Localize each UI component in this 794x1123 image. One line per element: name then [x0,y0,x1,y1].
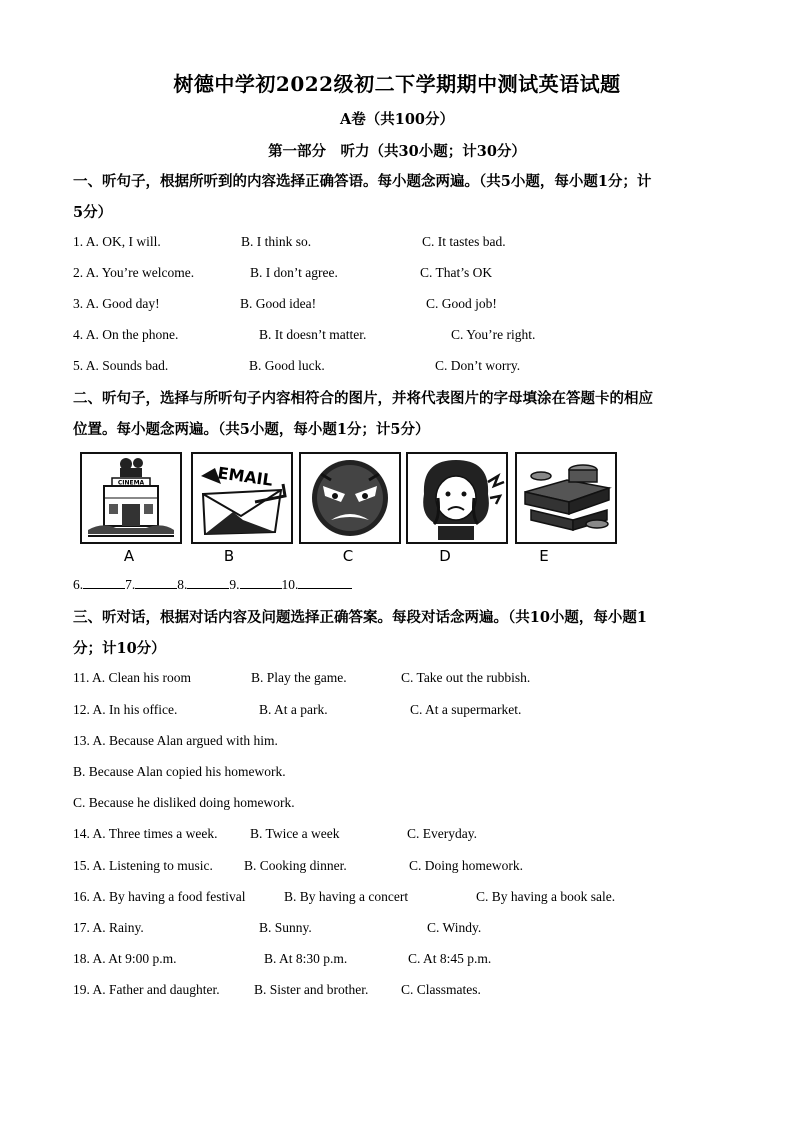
picture-a-label: A [123,547,135,565]
option-a: 13. A. Because Alan argued with him. [73,733,278,748]
option-c: C. Good job! [426,296,497,311]
option-b: B. I think so. [241,234,312,249]
option-a: 11. A. Clean his room [73,670,191,685]
option-b: B. Twice a week [250,826,340,841]
picture-c-label: C [342,547,354,565]
option-c: C. At a supermarket. [410,702,522,717]
option-c: C. Don’t worry. [435,358,521,373]
answer-blank[interactable] [240,576,282,589]
question-row [73,951,733,971]
option-b: B. At a park. [259,702,328,717]
option-b: B. I don’t agree. [250,265,338,280]
money-stack-icon [517,454,615,542]
question-row [73,296,733,316]
option-c: C. It tastes bad. [422,234,506,249]
option-b: B. Good idea! [240,296,317,311]
section3-heading [73,602,733,664]
section1-heading-line1: 一、听句子，根据所听到的内容选择正确答语。每小题念两遍。（共5小题，每小题1分；计 [73,173,652,190]
question-row [73,858,733,878]
option-a: 4. A. On the phone. [73,327,179,342]
picture-d-label: D [439,547,451,565]
option-b: B. Sunny. [259,920,312,935]
option-c: C. Doing homework. [409,858,523,873]
option-a: 3. A. Good day! [73,296,160,311]
section2-heading [73,383,733,445]
option-a: 17. A. Rainy. [73,920,144,935]
option-a: 14. A. Three times a week. [73,826,218,841]
option-a: 18. A. At 9:00 p.m. [73,951,177,966]
question-row [73,358,733,378]
option-b: B. Sister and brother. [254,982,369,997]
question-row [73,702,733,722]
option-b: B. At 8:30 p.m. [264,951,348,966]
option-b: B. Cooking dinner. [244,858,347,873]
blank-number: 7. [125,577,136,592]
section1-heading [73,166,733,228]
option-a: 19. A. Father and daughter. [73,982,220,997]
option-a: 1. A. OK, I will. [73,234,161,249]
question-row [73,733,733,753]
option-c: C. Everyday. [407,826,477,841]
picture-c [299,452,401,544]
option-a: 16. A. By having a food festival [73,889,246,904]
question-row [73,670,733,690]
picture-e [515,452,617,544]
option-c: C. By having a book sale. [476,889,616,904]
section3-heading-line2: 分；计10分） [73,640,166,657]
picture-b-label: B [223,547,235,565]
exam-title: 树德中学初2022级初二下学期期中测试英语试题 [173,72,621,96]
answer-blank[interactable] [83,576,125,589]
blank-number: 9. [229,577,240,592]
question-row [73,764,733,784]
option-b: B. By having a concert [284,889,409,904]
option-b: B. Good luck. [249,358,325,373]
option-c: C. At 8:45 p.m. [408,951,492,966]
option-b: B. Play the game. [251,670,347,685]
cinema-icon [82,454,180,542]
option-a: 12. A. In his office. [73,702,178,717]
paper-a-heading: A卷（共100分） [339,111,455,128]
answer-blank[interactable] [187,576,229,589]
question-row [73,889,733,909]
picture-a [80,452,182,544]
section3-heading-line1: 三、听对话，根据对话内容及问题选择正确答案。每段对话念两遍。（共10小题，每小题1 [73,609,648,626]
email-sign: EMAIL [216,463,274,490]
cinema-sign: CINEMA [117,479,145,487]
picture-e-label: E [539,547,549,565]
question-row [73,826,733,846]
option-c: C. That’s OK [420,265,493,280]
option-c: C. Windy. [427,920,482,935]
question-row [73,265,733,285]
question-row [73,234,733,254]
option-b: B. Because Alan copied his homework. [73,764,286,779]
option-a: 15. A. Listening to music. [73,858,213,873]
angry-face-icon [301,454,399,542]
question-row [73,795,733,815]
blank-number: 10. [281,577,299,592]
option-c: C. You’re right. [451,327,536,342]
answer-blank[interactable] [298,576,352,589]
section1-heading-line2: 5分） [73,204,113,221]
question-row [73,982,733,1002]
section2-heading-line2: 位置。每小题念两遍。（共5小题，每小题1分；计5分） [73,421,430,438]
part1-heading: 第一部分 听力（共30小题；计30分） [268,143,526,160]
answer-blanks [73,576,352,596]
blank-number: 6. [73,577,84,592]
question-row [73,327,733,347]
option-a: 2. A. You’re welcome. [73,265,195,280]
answer-blank[interactable] [135,576,177,589]
option-c: C. Classmates. [401,982,481,997]
blank-number: 8. [177,577,188,592]
stressed-person-icon [408,454,506,542]
option-a: 5. A. Sounds bad. [73,358,169,373]
section2-heading-line1: 二、听句子，选择与所听句子内容相符合的图片，并将代表图片的字母填涂在答题卡的相应 [73,390,653,407]
email-icon [193,454,291,542]
question-row [73,920,733,940]
option-c: C. Because he disliked doing homework. [73,795,295,810]
option-b: B. It doesn’t matter. [259,327,367,342]
option-c: C. Take out the rubbish. [401,670,531,685]
picture-b [191,452,293,544]
picture-d [406,452,508,544]
picture-options [80,452,625,572]
